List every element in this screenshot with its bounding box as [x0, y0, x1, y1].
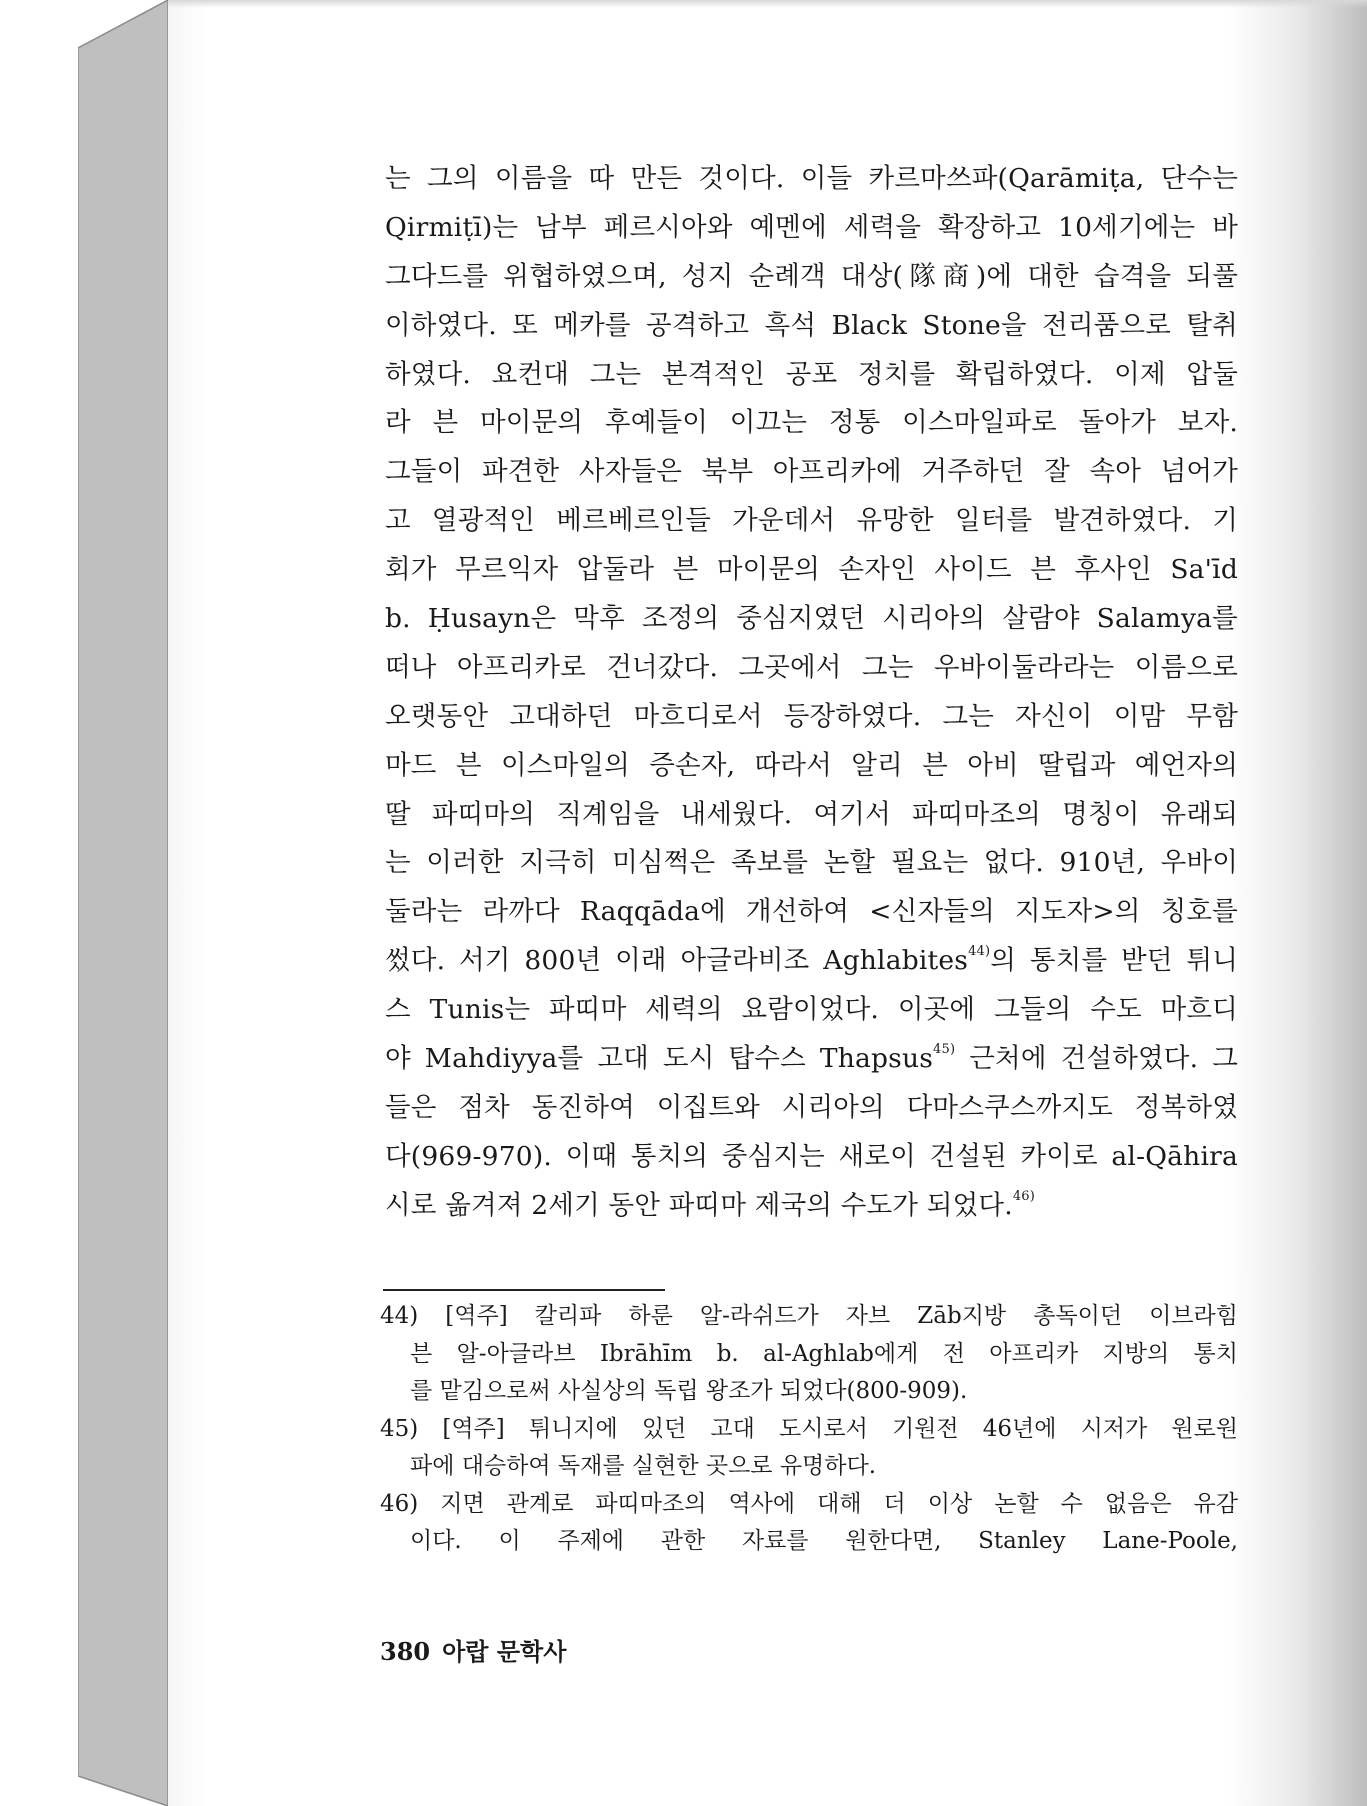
body-line: 오랫동안 고대하던 마흐디로서 등장하였다. 그는 자신이 이맘 무함 [385, 700, 1238, 732]
body-line: 하였다. 요컨대 그는 본격적인 공포 정치를 확립하였다. 이제 압둘 [385, 358, 1238, 390]
body-line: 이하였다. 또 메카를 공격하고 흑석 Black Stone을 전리품으로 탈취 [385, 309, 1238, 341]
footnote-line: 44) [역주] 칼리파 하룬 알-라쉬드가 자브 Zāb지방 총독이던 이브라힘 [380, 1303, 1238, 1329]
body-line-with-ref-46 [385, 1182, 1238, 1231]
body-line-text: 야 Mahdiyya를 고대 도시 탑수스 Thapsus [385, 1043, 934, 1075]
footnote-ref-46: 46) [1012, 1188, 1036, 1204]
body-line: 고 열광적인 베르베르인들 가운데서 유망한 일터를 발견하였다. 기 [385, 505, 1238, 537]
footnote-line: 이다. 이 주제에 관한 자료를 원한다면, Stanley Lane-Poole, [410, 1528, 1238, 1554]
book-spine-edge [78, 0, 168, 1806]
body-line: 들은 점차 동진하여 이집트와 시리아의 다마스쿠스까지도 정복하였 [385, 1091, 1238, 1123]
body-line: 떠나 아프리카로 건너갔다. 그곳에서 그는 우바이둘라라는 이름으로 [385, 651, 1238, 683]
footnote-ref-44: 44) [968, 944, 991, 960]
page-footer [380, 1632, 566, 1667]
footnote-divider [383, 1289, 665, 1291]
body-line: 는 그의 이름을 따 만든 것이다. 이들 카르마쓰파(Qarāmiṭa, 단수는 [385, 163, 1238, 194]
footnote-45 [380, 1411, 1238, 1486]
footnote-line: 파에 대승하여 독재를 실현한 곳으로 유명하다. [410, 1453, 877, 1479]
body-line: 둘라는 라까다 Raqqāda에 개선하여 <신자들의 지도자>의 칭호를 [385, 896, 1238, 928]
body-line-with-ref-45 [385, 1035, 1238, 1084]
body-line-text: 의 통치를 받던 튀니 [990, 945, 1238, 977]
body-line: 마드 븐 이스마일의 증손자, 따라서 알리 븐 아비 딸립과 예언자의 [385, 749, 1238, 781]
body-line: 회가 무르익자 압둘라 븐 마이문의 손자인 사이드 븐 후사인 Sa'īd [385, 554, 1238, 586]
footnote-ref-45: 45) [933, 1042, 956, 1058]
footnote-46 [380, 1486, 1238, 1561]
body-line: 는 이러한 지극히 미심쩍은 족보를 논할 필요는 없다. 910년, 우바이 [385, 847, 1238, 879]
body-line: 스 Tunis는 파띠마 세력의 요람이었다. 이곳에 그들의 수도 마흐디 [385, 994, 1238, 1026]
footnote-line: 46) 지면 관계로 파띠마조의 역사에 대해 더 이상 논할 수 없음은 유감 [380, 1490, 1238, 1517]
body-line-text: 근처에 건설하였다. 그 [955, 1043, 1238, 1075]
body-line-with-ref-44 [385, 937, 1238, 986]
footnote-line: 븐 알-아글라브 Ibrāhīm b. al-Aghlab에게 전 아프리카 지방의 통치 [410, 1340, 1238, 1367]
body-line-text: 시로 옮겨져 2세기 동안 파띠마 제국의 수도가 되었다. [385, 1189, 1013, 1221]
body-text [385, 155, 1238, 1231]
footnote-line: 를 맡김으로써 사실상의 독립 왕조가 되었다(800-909). [410, 1378, 968, 1404]
body-line-text: 썼다. 서기 800년 이래 아글라비조 Aghlabites [385, 945, 969, 977]
body-line: b. Ḥusayn은 막후 조정의 중심지였던 시리아의 살람야 Salamya를 [385, 603, 1238, 635]
footnote-line: 45) [역주] 튀니지에 있던 고대 도시로서 기원전 46년에 시저가 원로원 [380, 1415, 1238, 1442]
running-title: 아랍 문학사 [442, 1637, 567, 1666]
body-line: 그들이 파견한 사자들은 북부 아프리카에 거주하던 잘 속아 넘어가 [385, 456, 1238, 488]
body-line: 라 븐 마이문의 후예들이 이끄는 정통 이스마일파로 돌아가 보자. [385, 407, 1238, 439]
page-number: 380 [380, 1637, 431, 1666]
body-line: Qirmiṭī)는 남부 페르시아와 예멘에 세력을 확장하고 10세기에는 바 [385, 211, 1238, 243]
footnote-44 [380, 1298, 1238, 1411]
body-line: 다(969-970). 이때 통치의 중심지는 새로이 건설된 카이로 al-Qāhira [385, 1140, 1238, 1172]
body-line: 딸 파띠마의 직계임을 내세웠다. 여기서 파띠마조의 명칭이 유래되 [385, 798, 1238, 830]
body-line: 그다드를 위협하였으며, 성지 순례객 대상(隊商)에 대한 습격을 되풀 [385, 260, 1238, 292]
footnotes [380, 1298, 1238, 1561]
page-top-edge [168, 0, 1367, 8]
